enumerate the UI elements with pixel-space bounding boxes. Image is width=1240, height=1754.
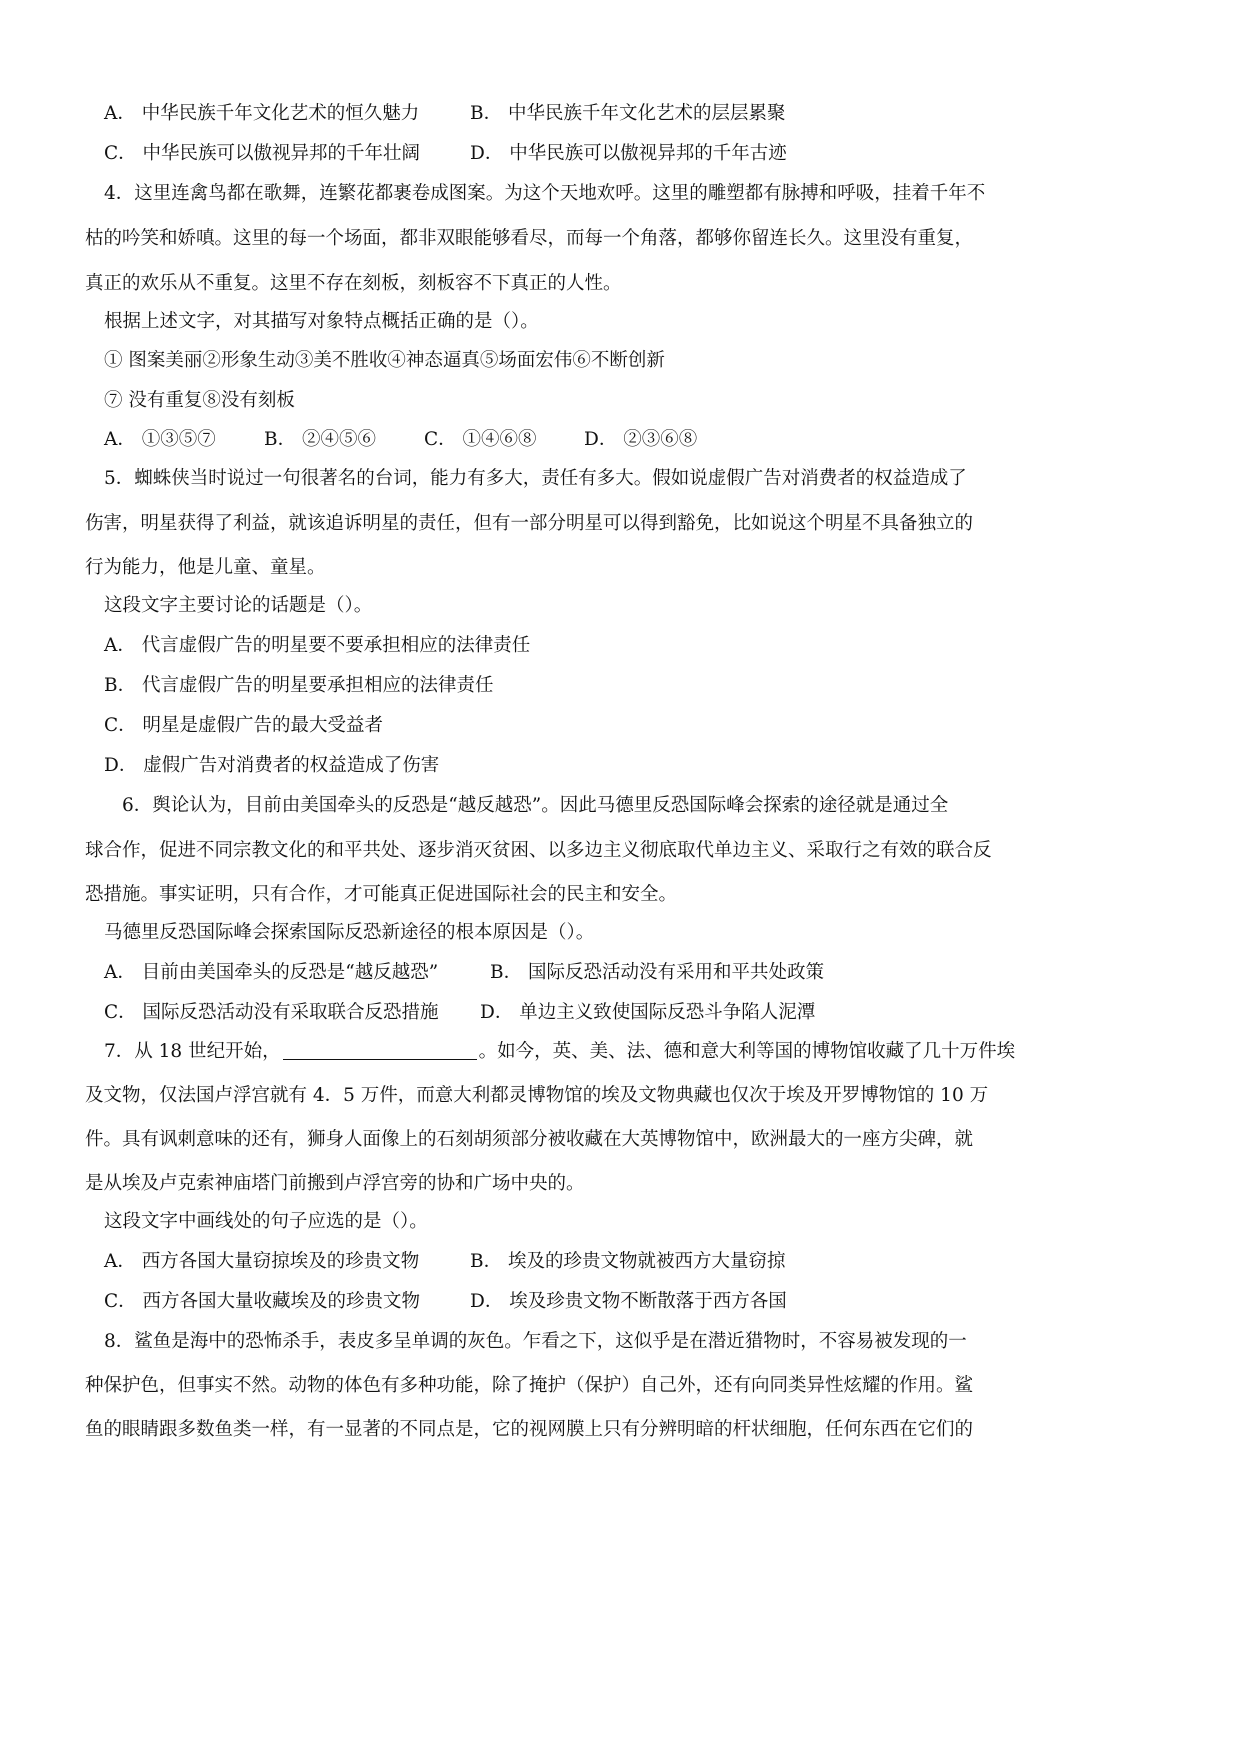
q8-paragraph-line: 种保护色，但事实不然。动物的体色有多种功能，除了掩护（保护）自己外，还有向同类异性炫耀的作用。鲨	[85, 1375, 974, 1396]
q7-answer-blank	[283, 1041, 477, 1060]
q4-paragraph-line: 4．这里连禽鸟都在歌舞，连繁花都裹卷成图案。为这个天地欢呼。这里的雕塑都有脉搏和呼吸，挂着千年不	[104, 183, 986, 204]
q6-paragraph-line: 恐措施。事实证明，只有合作，才可能真正促进国际社会的民主和安全。	[85, 884, 678, 905]
q6-option-b: B． 国际反恐活动没有采用和平共处政策	[490, 962, 824, 983]
q5-paragraph-line: 伤害，明星获得了利益，就该追诉明星的责任，但有一部分明星可以得到豁免，比如说这个明星不具备独立的	[85, 513, 974, 534]
q7-text-after-blank: 。如今，英、美、法、德和意大利等国的博物馆收藏了几十万件埃	[478, 1041, 1016, 1062]
q5-option-c: C． 明星是虚假广告的最大受益者	[104, 715, 384, 736]
q6-paragraph-line: 球合作，促进不同宗教文化的和平共处、逐步消灭贫困、以多边主义彻底取代单边主义、采取行之有效的联合反	[85, 840, 992, 861]
q4-option-a: A． ①③⑤⑦	[104, 429, 216, 450]
q5-option-b: B． 代言虚假广告的明星要承担相应的法律责任	[104, 675, 494, 696]
q4-paragraph-line: 真正的欢乐从不重复。这里不存在刻板，刻板容不下真正的人性。	[85, 273, 622, 294]
q6-option-c: C． 国际反恐活动没有采取联合反恐措施	[104, 1002, 439, 1023]
q3-option-d: D． 中华民族可以傲视异邦的千年古迹	[470, 143, 787, 164]
q5-option-d: D． 虚假广告对消费者的权益造成了伤害	[104, 755, 440, 776]
q7-option-a: A． 西方各国大量窃掠埃及的珍贵文物	[104, 1251, 420, 1272]
q3-option-a: A． 中华民族千年文化艺术的恒久魅力	[104, 103, 420, 124]
q6-question: 马德里反恐国际峰会探索国际反恐新途径的根本原因是（）。	[104, 922, 595, 943]
q5-paragraph-line: 5．蜘蛛侠当时说过一句很著名的台词，能力有多大，责任有多大。假如说虚假广告对消费者的权益造成了	[104, 468, 967, 489]
q5-paragraph-line: 行为能力，他是儿童、童星。	[85, 557, 326, 578]
q4-question: 根据上述文字，对其描写对象特点概括正确的是（）。	[104, 311, 539, 332]
q5-option-a: A． 代言虚假广告的明星要不要承担相应的法律责任	[104, 635, 531, 656]
q3-option-c: C． 中华民族可以傲视异邦的千年壮阔	[104, 143, 421, 164]
q4-items-line: ① 图案美丽②形象生动③美不胜收④神态逼真⑤场面宏伟⑥不断创新	[104, 350, 665, 371]
q7-paragraph-line: 件。具有讽刺意味的还有，狮身人面像上的石刻胡须部分被收藏在大英博物馆中，欧洲最大的一座方尖碑，就	[85, 1129, 974, 1150]
q6-option-d: D． 单边主义致使国际反恐斗争陷人泥潭	[480, 1002, 816, 1023]
q4-option-b: B． ②④⑤⑥	[264, 429, 376, 450]
q7-paragraph-line: 及文物，仅法国卢浮宫就有 4．5 万件，而意大利都灵博物馆的埃及文物典藏也仅次于埃及开罗博物馆的 10 万	[85, 1085, 989, 1106]
q7-paragraph-line: 是从埃及卢克索神庙塔门前搬到卢浮宫旁的协和广场中央的。	[85, 1173, 585, 1194]
q3-option-b: B． 中华民族千年文化艺术的层层累聚	[470, 103, 786, 124]
q7-option-d: D． 埃及珍贵文物不断散落于西方各国	[470, 1291, 787, 1312]
q7-question: 这段文字中画线处的句子应选的是（）。	[104, 1211, 428, 1232]
q7-option-b: B． 埃及的珍贵文物就被西方大量窃掠	[470, 1251, 786, 1272]
q4-items-line: ⑦ 没有重复⑧没有刻板	[104, 390, 295, 411]
q4-option-d: D． ②③⑥⑧	[584, 429, 698, 450]
q7-text-before-blank: 7．从 18 世纪开始，	[104, 1041, 281, 1062]
q8-paragraph-line: 鱼的眼睛跟多数鱼类一样，有一显著的不同点是，它的视网膜上只有分辨明暗的杆状细胞，任何东西在它们的	[85, 1419, 974, 1440]
q6-paragraph-line: 6．舆论认为，目前由美国牵头的反恐是“越反越恐”。因此马德里反恐国际峰会探索的途径就是通过全	[122, 795, 949, 816]
q7-paragraph-first-line	[104, 1039, 1015, 1065]
q5-question: 这段文字主要讨论的话题是（）。	[104, 595, 373, 616]
q6-option-a: A． 目前由美国牵头的反恐是“越反越恐”	[104, 962, 439, 983]
q8-paragraph-line: 8．鲨鱼是海中的恐怖杀手，表皮多呈单调的灰色。乍看之下，这似乎是在潜近猎物时，不容易被发现的一	[104, 1331, 967, 1352]
q7-option-c: C． 西方各国大量收藏埃及的珍贵文物	[104, 1291, 421, 1312]
q4-paragraph-line: 枯的吟笑和娇嗔。这里的每一个场面，都非双眼能够看尽，而每一个角落，都够你留连长久。这里没有重复，	[85, 228, 974, 249]
q4-option-c: C． ①④⑥⑧	[424, 429, 537, 450]
